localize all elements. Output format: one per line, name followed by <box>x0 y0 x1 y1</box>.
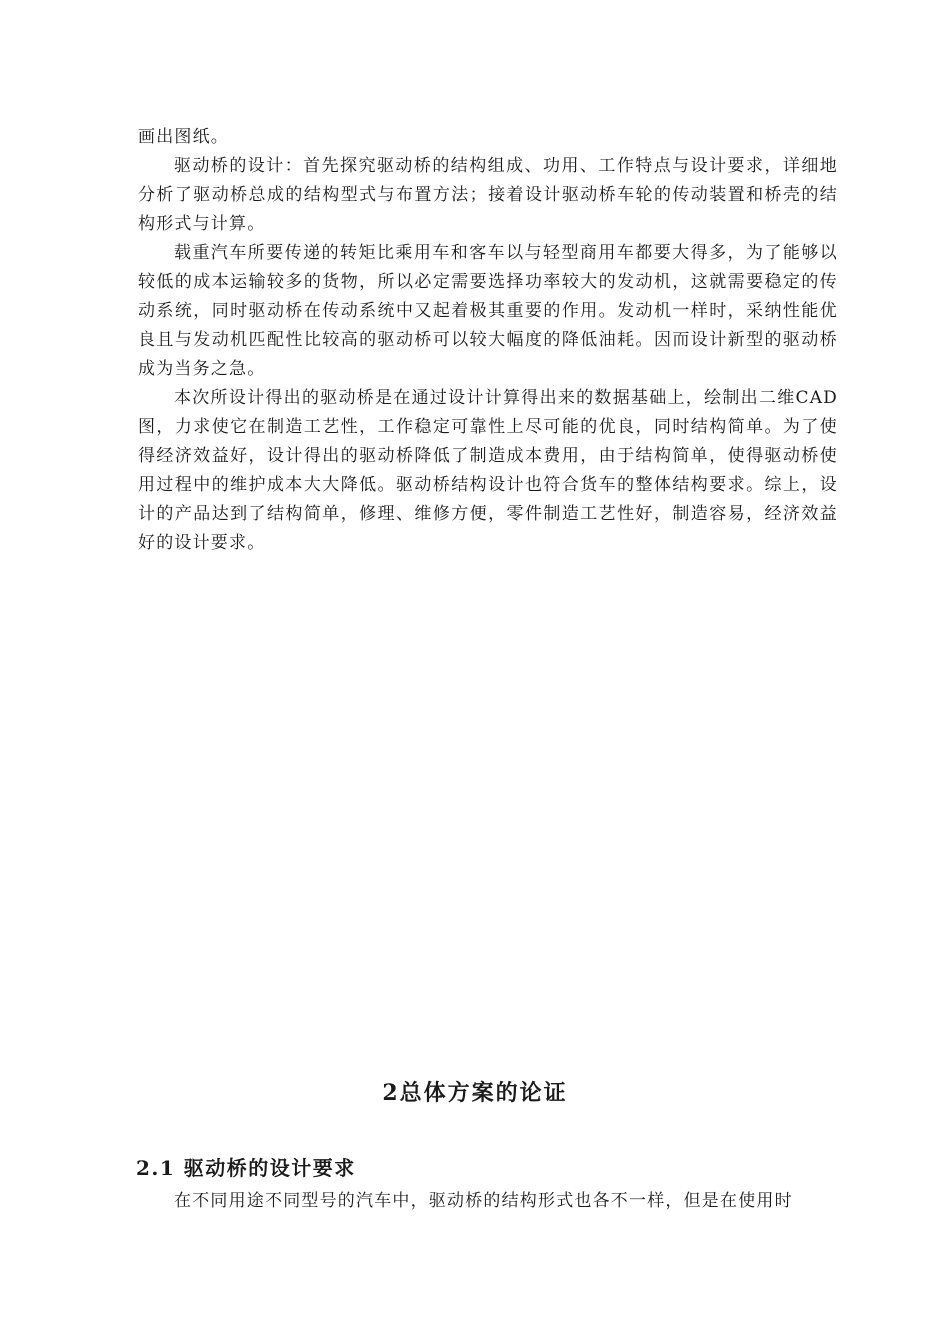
section-title: 2.1 驱动桥的设计要求 <box>136 1156 356 1180</box>
paragraph-continuation: 画出图纸。 <box>138 127 229 147</box>
section-paragraph: 在不同用途不同型号的汽车中，驱动桥的结构形式也各不一样，但是在使用时 <box>174 1191 793 1211</box>
chapter-title: 2总体方案的论证 <box>382 1080 568 1106</box>
paragraph-drive-axle-design: 驱动桥的设计：首先探究驱动桥的结构组成、功用、工作特点与设计要求，详细地分析了驱动桥总成的结构型式与布置方法；接着设计驱动桥车轮的传动装置和桥壳的结构形式与计算。 <box>138 156 838 234</box>
paragraph-truck-torque: 载重汽车所要传递的转矩比乘用车和客车以与轻型商用车都要大得多，为了能够以较低的成本运输较多的货物，所以必定需要选择功率较大的发动机，这就需要稳定的传动系统，同时驱动桥在传动系统中又起着极其重要的作用。发动机一样时，采纳性能优良且与发动机匹配性比较高的驱动桥可以较大幅度的降低油耗。因而设计新型的驱动桥成为当务之急。 <box>138 243 838 379</box>
paragraph-design-summary: 本次所设计得出的驱动桥是在通过设计计算得出来的数据基础上，绘制出二维CAD图，力求使它在制造工艺性，工作稳定可靠性上尽可能的优良，同时结构简单。为了使得经济效益好，设计得出的驱动桥降低了制造成本费用，由于结构简单，使得驱动桥使用过程中的维护成本大大降低。驱动桥结构设计也符合货车的整体结构要求。综上，设计的产品达到了结构简单，修理、维修方便，零件制造工艺性好，制造容易，经济效益好的设计要求。 <box>138 388 838 553</box>
